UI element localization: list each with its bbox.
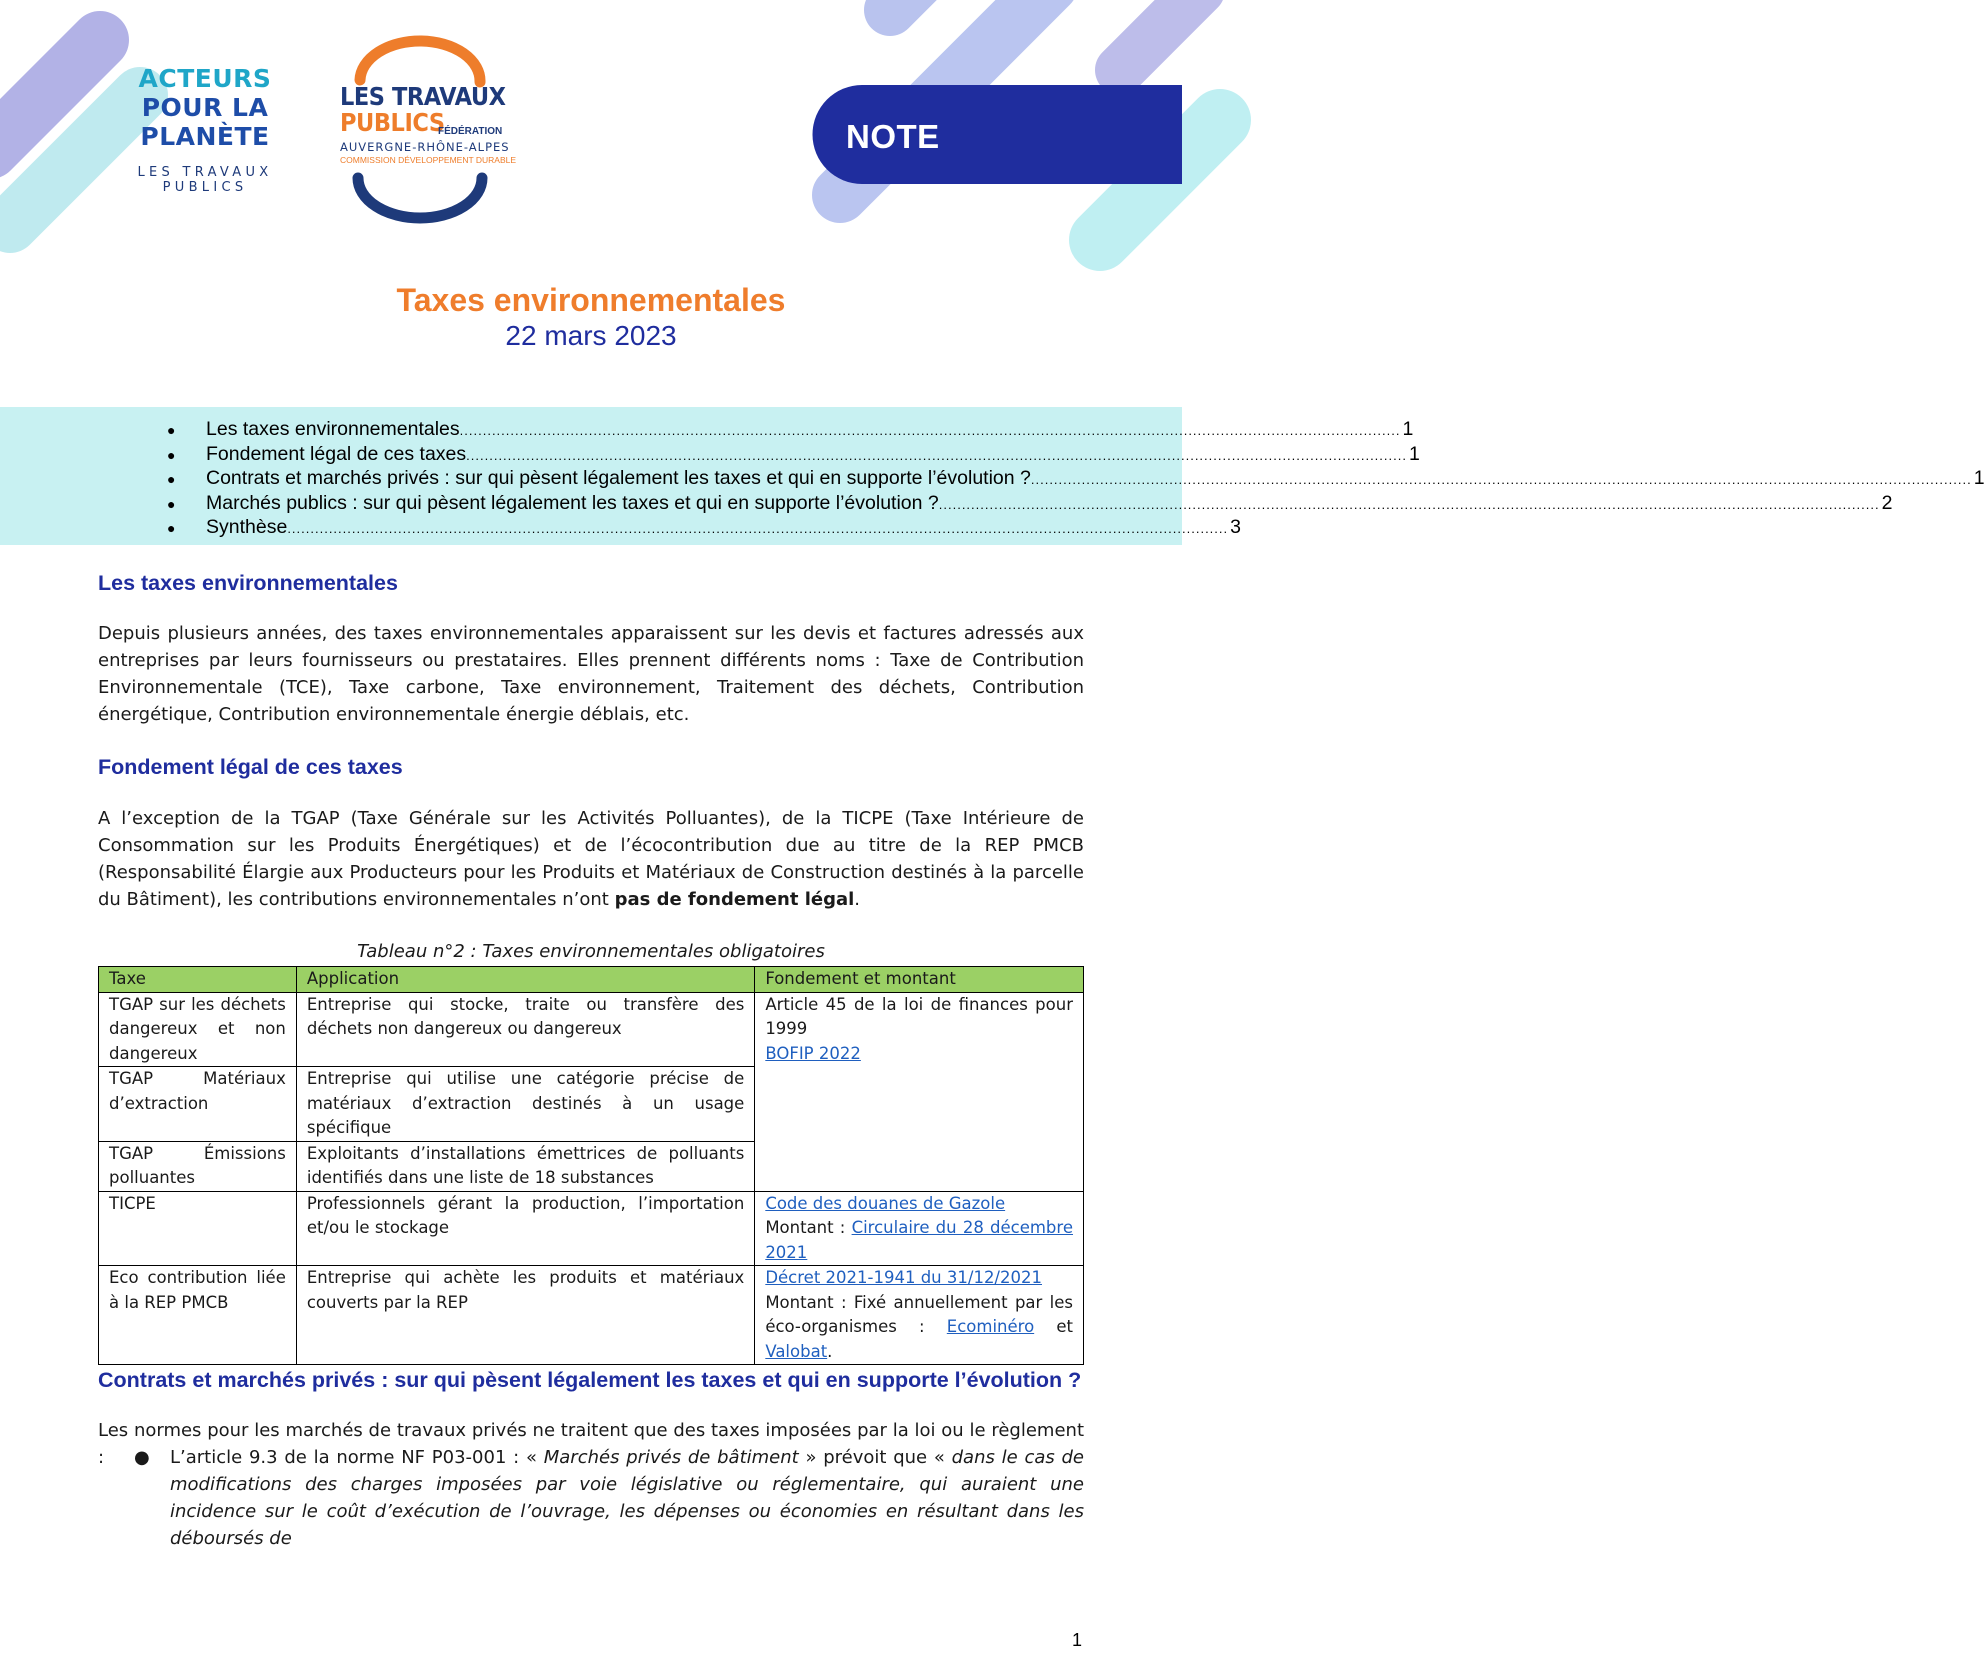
section3-bullet-list xyxy=(98,1444,1084,1552)
column-header: Taxe xyxy=(99,967,297,993)
end-text: . xyxy=(827,1341,833,1361)
montant-text: Montant : Fixé annuellement par les éco-organismes : xyxy=(765,1292,1073,1336)
valobat-link[interactable]: Valobat xyxy=(765,1341,828,1361)
section2-paragraph xyxy=(98,805,1084,913)
toc-entry[interactable] xyxy=(167,442,1420,468)
toc-entry[interactable] xyxy=(167,491,1893,517)
bullet-icon: ● xyxy=(167,520,176,536)
cell-application: Professionnels gérant la production, l’importation et/ou le stockage xyxy=(296,1191,754,1266)
toc-entry-page: 1 xyxy=(1973,467,1985,489)
toc-entry-page: 2 xyxy=(1881,491,1893,514)
section3-heading: Contrats et marchés privés : sur qui pèsent légalement les taxes et qui en supporte l’évolution ? xyxy=(98,1368,1082,1392)
section3-intro: Les normes pour les marchés de travaux privés ne traitent que des taxes imposées par la loi ou le règlement : xyxy=(98,1420,1084,1468)
code-douanes-link[interactable]: Code des douanes de Gazole xyxy=(765,1193,1006,1213)
toc-entry-title: Marchés publics : sur qui pèsent légalement les taxes et qui en supporte l’évolution ? xyxy=(206,491,939,514)
toc-entry-page: 3 xyxy=(1230,516,1241,538)
bofip-link[interactable]: BOFIP 2022 xyxy=(765,1043,861,1063)
toc-leader: ............................................................................................................................................................................................................ xyxy=(287,521,1229,536)
toc-entry[interactable] xyxy=(167,516,1241,541)
logo-ftp-commission: COMMISSION DÉVELOPPEMENT DURABLE xyxy=(340,155,517,165)
cell-fondement xyxy=(755,1191,1084,1266)
toc-entry-page: 1 xyxy=(1408,442,1420,465)
cell-application: Entreprise qui achète les produits et matériaux couverts par la REP xyxy=(296,1266,754,1365)
circulaire-link[interactable]: Circulaire du 28 décembre 2021 xyxy=(765,1218,1073,1262)
bullet-prefix: L’article 9.3 de la norme NF P03-001 : « xyxy=(170,1447,544,1468)
cell-taxe: TGAP Matériaux d’extraction xyxy=(99,1067,297,1142)
logo-ftp-line1: LES TRAVAUX xyxy=(340,82,506,111)
table-row xyxy=(99,992,1084,1067)
cell-application: Exploitants d’installations émettrices de polluants identifiés dans une liste de 18 substances xyxy=(296,1141,754,1191)
toc-entry-title: Contrats et marchés privés : sur qui pèsent légalement les taxes et qui en supporte l’évolution ? xyxy=(206,467,1031,489)
environmental-taxes-table xyxy=(98,966,1084,1365)
table-of-contents xyxy=(167,418,1985,541)
cell-fondement xyxy=(755,992,1084,1191)
page-number: 1 xyxy=(1072,1630,1083,1650)
logo-ftp-line2: PUBLICS xyxy=(340,108,445,137)
bullet-mid: » prévoit que « xyxy=(798,1447,952,1468)
column-header: Fondement et montant xyxy=(755,967,1084,993)
list-item xyxy=(98,1444,1084,1552)
fondement-text: Article 45 de la loi de finances pour 1999 xyxy=(765,994,1073,1038)
table-row xyxy=(99,1191,1084,1266)
section1-paragraph: Depuis plusieurs années, des taxes environnementales apparaissent sur les devis et factures adressés aux entreprises par leurs fournisseurs ou prestataires. Elles prennent différents noms : Taxe de Contribution Environnementale (TCE), Taxe carbone, Taxe environnement, Traitement des déchets, Contribution énergétique, Contribution environnementale énergie déblais, etc. xyxy=(98,623,1084,725)
section2-heading: Fondement légal de ces taxes xyxy=(98,755,403,779)
section2-end: . xyxy=(854,889,861,910)
column-header: Application xyxy=(296,967,754,993)
logo-line1: ACTEURS xyxy=(138,64,272,93)
ecominero-link[interactable]: Ecominéro xyxy=(946,1317,1035,1336)
document-title: Taxes environnementales xyxy=(396,282,786,318)
cell-taxe: TGAP Émissions polluantes xyxy=(99,1141,297,1191)
and-text: et xyxy=(1034,1317,1073,1336)
bullet-icon: ● xyxy=(167,471,176,487)
bullet-italic-quote: dans le cas de modifications des charges imposées par voie législative ou réglementaire, qui auraient une incidence sur le coût d’exécution de l’ouvrage, les dépenses ou économies en résultant dans les déboursés de xyxy=(170,1447,1084,1549)
bullet-icon: ● xyxy=(167,446,176,463)
bullet-icon: ● xyxy=(167,495,176,512)
toc-entry-title: Les taxes environnementales xyxy=(206,418,460,440)
toc-entry-title: Fondement légal de ces taxes xyxy=(206,442,467,465)
table-row xyxy=(99,1266,1084,1365)
toc-leader: ............................................................................................................................................................................................................ xyxy=(466,447,1407,463)
bullet-icon: ● xyxy=(134,1447,150,1468)
cell-taxe: TGAP sur les déchets dangereux et non dangereux xyxy=(99,992,297,1067)
table-header-row xyxy=(99,967,1084,993)
cell-taxe: Eco contribution liée à la REP PMCB xyxy=(99,1266,297,1365)
montant-label: Montant : xyxy=(765,1218,852,1237)
toc-entry[interactable] xyxy=(167,467,1985,492)
toc-leader: ............................................................................................................................................................................................................ xyxy=(938,496,1880,512)
ftp-federation-logo xyxy=(330,40,517,212)
logo-ftp-federation: FÉDÉRATION xyxy=(438,126,503,137)
cell-fondement xyxy=(755,1266,1084,1365)
bullet-italic-title: Marchés privés de bâtiment xyxy=(543,1447,799,1468)
decret-link[interactable]: Décret 2021-1941 du 31/12/2021 xyxy=(765,1268,1042,1287)
section2-emphasis: pas de fondement légal xyxy=(614,889,855,910)
toc-entry[interactable] xyxy=(167,418,1414,443)
note-label: NOTE xyxy=(846,118,940,155)
cell-taxe: TICPE xyxy=(99,1191,297,1266)
logo-line2: POUR LA PLANÈTE xyxy=(140,93,270,151)
section1-heading: Les taxes environnementales xyxy=(98,571,398,595)
toc-entry-page: 1 xyxy=(1402,418,1414,440)
cell-application: Entreprise qui utilise une catégorie précise de matériaux d’extraction destinés à un usage spécifique xyxy=(296,1067,754,1142)
cell-application: Entreprise qui stocke, traite ou transfère des déchets non dangereux ou dangereux xyxy=(296,992,754,1067)
toc-leader: ............................................................................................................................................................................................................ xyxy=(1030,472,1972,487)
table-caption: Tableau n°2 : Taxes environnementales obligatoires xyxy=(357,941,825,962)
acteurs-planete-logo xyxy=(94,64,316,195)
document-date: 22 mars 2023 xyxy=(505,320,677,351)
section2-text: A l’exception de la TGAP (Taxe Générale sur les Activités Polluantes), de la TICPE (Taxe Intérieure de Consommation sur les Produits Énergétiques) et de l’écocontribution due au titre de la REP PMCB (Responsabilité Élargie aux Producteurs pour les Produits et Matériaux de Construction destinés à la parcelle du Bâtiment), les contributions environnementales n’ont xyxy=(98,808,1084,910)
logo-line3: LES TRAVAUX PUBLICS xyxy=(137,165,273,195)
toc-entry-title: Synthèse xyxy=(206,516,288,538)
bullet-icon: ● xyxy=(167,422,176,438)
toc-leader: ............................................................................................................................................................................................................ xyxy=(459,423,1401,438)
logo-ftp-region: AUVERGNE-RHÔNE-ALPES xyxy=(340,140,510,154)
